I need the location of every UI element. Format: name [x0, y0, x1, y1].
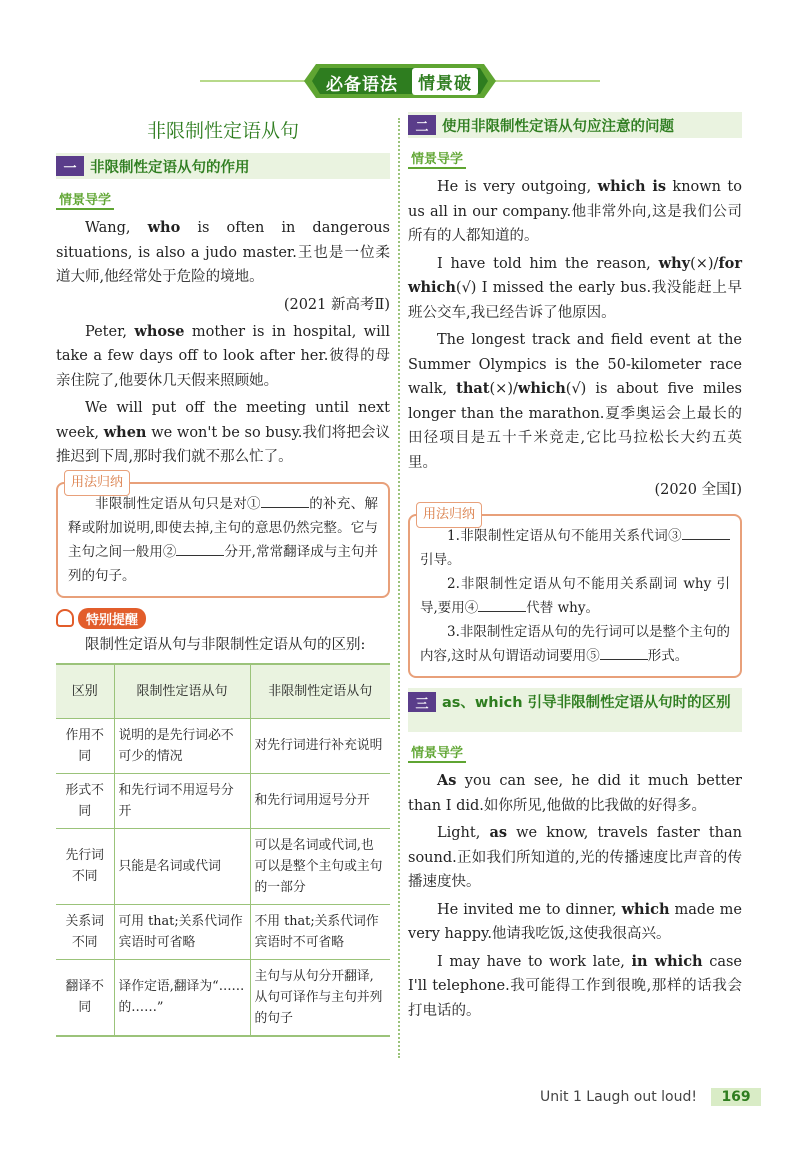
table-cell: 主句与从句分开翻译,从句可译作与主句并列的句子: [250, 959, 390, 1036]
fill-blank-2[interactable]: [176, 555, 224, 556]
usage-text: 2.非限制性定语从句不能用关系副词 why 引导,要用④ 代替 why。: [420, 576, 730, 616]
table-row: [56, 904, 390, 959]
example-sentence: Wang, who is often in dangerous situations, is also a judo master.王也是一位柔道大师,他经常处于危险的境地。: [56, 219, 390, 285]
unit-label: Unit 1 Laugh out loud!: [540, 1089, 697, 1105]
usage-text: 3.非限制性定语从句的先行词可以是整个主句的内容,这时从句谓语动词要用⑤ 形式。: [420, 624, 730, 664]
reminder-text: 限制性定语从句与非限制性定语从句的区别:: [85, 636, 366, 653]
example-sentence: As you can see, he did it much better than I did.如你所见,他做的比我做的好得多。: [408, 772, 742, 814]
section-heading-1: [56, 153, 390, 179]
banner-title-1: 必备语法: [326, 75, 398, 95]
table-cell: 形式不同: [56, 773, 114, 828]
section-title: 使用非限制性定语从句应注意的问题: [442, 118, 674, 135]
scene-tag: 情景导学: [408, 742, 466, 763]
example-sentence: Peter, whose mother is in hospital, will take a few days off to look after her.彼得的母亲住院了,他要休几天假来照顾她。: [56, 322, 390, 389]
page-title: 非限制性定语从句: [146, 120, 299, 142]
section-number: 一: [56, 156, 84, 176]
example-sentence: He invited me to dinner, which made me very happy.他请我吃饭,这使我很高兴。: [408, 900, 743, 942]
section-banner: [0, 62, 800, 100]
table-cell: 只能是名词或代词: [114, 828, 250, 904]
reminder-label: 特别提醒: [78, 608, 146, 629]
section-heading-2: [408, 112, 742, 138]
fill-blank-5[interactable]: [600, 659, 648, 660]
table-row: [56, 828, 390, 904]
example-source: (2021 新高考Ⅱ): [283, 296, 390, 313]
scene-tag: 情景导学: [56, 189, 114, 210]
table-cell: 可以是名词或代词,也可以是整个主句或主句的一部分: [250, 828, 390, 904]
table-row: [56, 959, 390, 1036]
table-cell: 关系词不同: [56, 904, 114, 959]
example-sentence: He is very outgoing, which is known to us all in our company.他非常外向,这是我们公司所有的人都知道的。: [408, 178, 742, 244]
usage-summary-box: [408, 507, 742, 678]
usage-tag: 用法归纳: [64, 470, 130, 496]
comparison-table: [56, 663, 390, 1037]
page-footer: [540, 1088, 761, 1106]
right-column: [408, 112, 742, 1026]
fill-blank-1[interactable]: [261, 507, 309, 508]
table-row: [56, 773, 390, 828]
section-title: 非限制性定语从句的作用: [90, 159, 250, 176]
table-cell: 不用 that;关系代词作宾语时不可省略: [250, 904, 390, 959]
table-cell: 译作定语,翻译为“……的……”: [114, 959, 250, 1036]
scene-tag: 情景导学: [408, 148, 466, 169]
fill-blank-3[interactable]: [682, 539, 730, 540]
usage-tag: 用法归纳: [416, 502, 482, 528]
section-title: as、which 引导非限制性定语从句时的区别: [442, 695, 731, 711]
usage-summary-box: [56, 474, 390, 598]
table-cell: 和先行词用逗号分开: [250, 773, 390, 828]
table-cell: 先行词不同: [56, 828, 114, 904]
bell-icon: [56, 609, 74, 627]
example-sentence: The longest track and field event at the Summer Olympics is the 50-kilometer race walk, that(×)/which(√) is about five miles longer than the marathon.夏季奥运会上最长的田径项目是五十千米竞走,它比马拉松长大约五英里。: [408, 332, 743, 471]
table-cell: 说明的是先行词必不可少的情况: [114, 718, 250, 773]
column-divider: [398, 118, 400, 1058]
table-cell: 翻译不同: [56, 959, 114, 1036]
special-reminder: [56, 608, 390, 629]
left-column: [56, 112, 390, 1037]
usage-text: 非限制性定语从句只是对① 的补充、解释或附加说明,即使去掉,主句的意思仍然完整。它与主句之间一般用② 分开,常常翻译成与主句并列的句子。: [68, 495, 379, 584]
fill-blank-4[interactable]: [478, 611, 526, 612]
table-header: 限制性定语从句: [114, 664, 250, 718]
example-sentence: I have told him the reason, why(×)/for which(√) I missed the early bus.我没能赶上早班公交车,我已经告诉了他原因。: [408, 254, 742, 321]
table-header: 区别: [56, 664, 114, 718]
section-number: 二: [408, 115, 436, 135]
section-heading-3: [408, 688, 742, 732]
table-cell: 和先行词不用逗号分开: [114, 773, 250, 828]
example-sentence: Light, as we know, travels faster than sound.正如我们所知道的,光的传播速度比声音的传播速度快。: [408, 824, 742, 890]
banner-title-2: 情景破: [412, 68, 478, 95]
example-sentence: We will put off the meeting until next week, when we won't be so busy.我们将把会议推迟到下周,那时我们就不那么忙了。: [56, 400, 390, 465]
example-sentence: I may have to work late, in which case I'll telephone.我可能得工作到很晚,那样的话我会打电话的。: [408, 952, 742, 1019]
usage-text: 1.非限制性定语从句不能用关系代词③引导。: [420, 524, 730, 572]
table-cell: 对先行词进行补充说明: [250, 718, 390, 773]
page-number: 169: [711, 1088, 760, 1106]
table-header-row: [56, 664, 390, 718]
table-cell: 可用 that;关系代词作宾语时可省略: [114, 904, 250, 959]
table-cell: 作用不同: [56, 718, 114, 773]
example-source: (2020 全国Ⅰ): [654, 482, 742, 498]
table-row: [56, 718, 390, 773]
table-header: 非限制性定语从句: [250, 664, 390, 718]
section-number: 三: [408, 692, 436, 712]
